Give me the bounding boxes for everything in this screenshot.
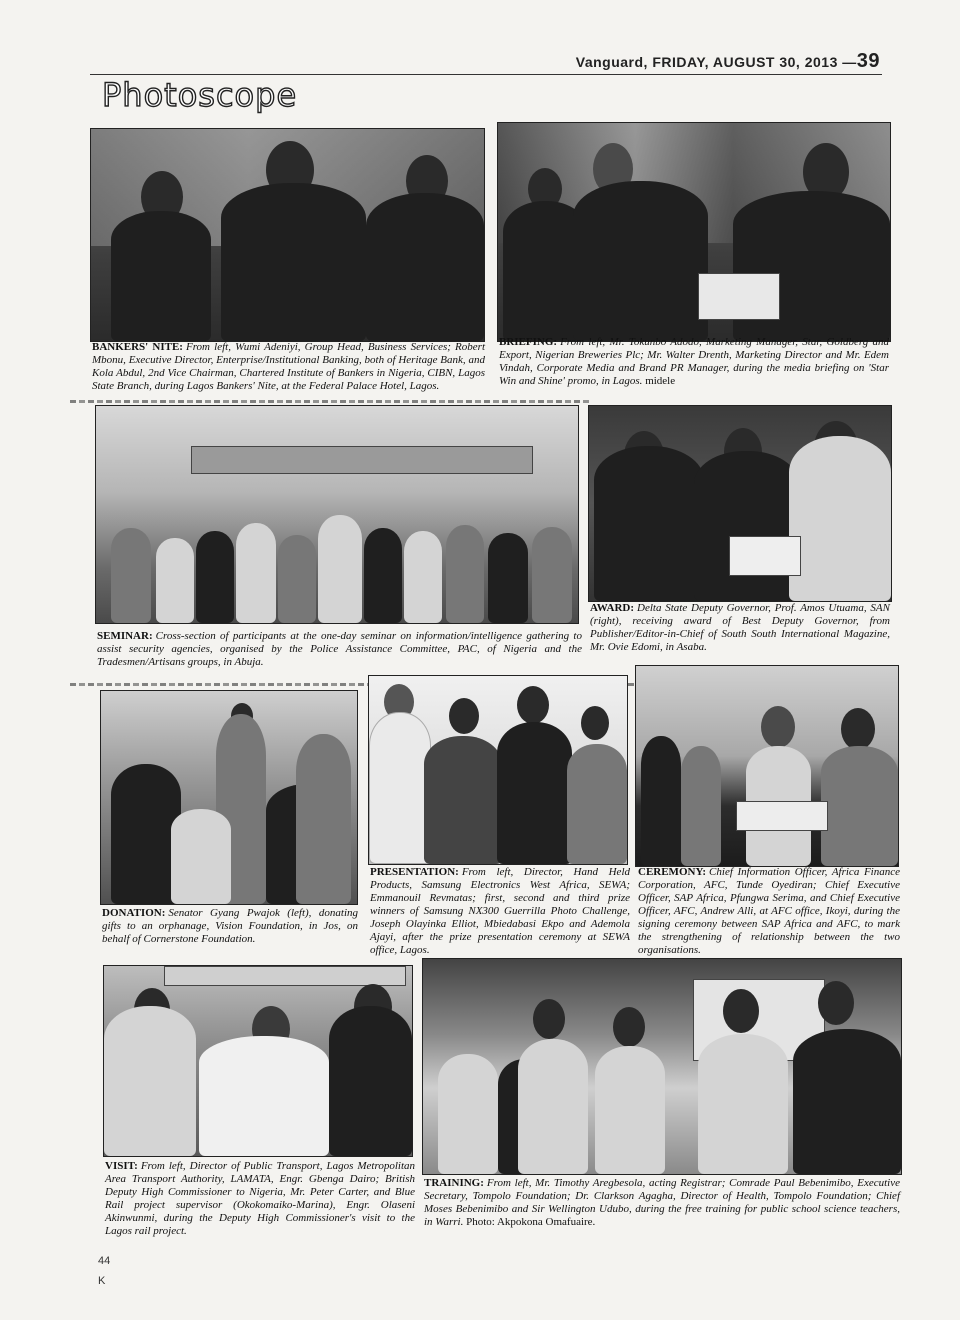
caption-lead: VISIT: bbox=[105, 1160, 138, 1172]
caption-lead: PRESENTATION: bbox=[370, 866, 459, 878]
caption-training bbox=[424, 1177, 900, 1229]
caption-lead: CEREMONY: bbox=[638, 866, 707, 878]
margin-mark: 44 bbox=[98, 1255, 111, 1267]
caption-text: From left, Mr. Tokunbo Adodo, Marketing Manager, Star, Goldberg and Export, Nigerian Breweries Plc; Mr. Walter Drenth, Marketing Director and Mr. Edem Vindah, Corporate Media and Brand PR Manager, during the media briefing on 'Star Win and Shine' promo, in Lagos. bbox=[499, 336, 889, 387]
caption-text: Senator Gyang Pwajok (left), donating gifts to an orphanage, Vision Foundation, in Jos, on behalf of Cornerstone Foundation. bbox=[102, 907, 358, 945]
torn-edge bbox=[70, 400, 590, 403]
caption-text: From left, Director, Hand Held Products, Samsung Electronics West Africa, SEWA; Emmanouil Revmatas; first, second and third prize winners of Samsung NX300 Guerrilla Photo Challenge, Joseph Olayinka Elliot, Mbiedabasi Ekpo and Ademola Ajayi, after the prize presentation ceremony at SEWA office, Lagos. bbox=[370, 866, 630, 956]
photo-donation bbox=[100, 690, 358, 905]
caption-text: Chief Information Officer, Africa Finance Corporation, AFC, Tunde Oyediran; Chief Executive Officer, SAP Africa, Pfungwa Serima, and Chief Executive Officer, AFC, Andrew Alli, at AFC office, Ikoyi, during the signing ceremony between SAP Africa and AFC, to mark the strengthening of relationship between the two organisations. bbox=[638, 866, 900, 956]
issue-date: FRIDAY, AUGUST 30, 2013 bbox=[652, 54, 838, 70]
photo-bankers-nite bbox=[90, 128, 485, 342]
photo-visit bbox=[103, 965, 413, 1157]
caption-lead: DONATION: bbox=[102, 907, 166, 919]
caption-donation bbox=[102, 907, 358, 946]
page-number: 39 bbox=[856, 50, 880, 72]
photo-briefing bbox=[497, 122, 891, 342]
caption-award bbox=[590, 602, 890, 654]
caption-briefing bbox=[499, 336, 889, 388]
caption-text: From left, Wumi Adeniyi, Group Head, Business Services; Robert Mbonu, Executive Director, Enterprise/Institutional Banking, both of Heritage Bank, and Kola Abdul, 2nd Vice Chairman, Chartered Institute of Bankers in Nigeria, CIBN, Lagos State Branch, during Lagos Bankers' Nite, at the Federal Palace Hotel, Lagos. bbox=[92, 341, 485, 392]
caption-presentation bbox=[370, 866, 630, 957]
caption-text: From left, Mr. Timothy Aregbesola, acting Registrar; Comrade Paul Bebenimibo, Executive Secretary, Tompolo Foundation; Dr. Clarkson Agagha, Director of Health, Tompolo Foundation; Chief Moses Bebenimibo and Sir Wellington Udubo, during the free training for public school science teachers, in Warri. bbox=[424, 1177, 900, 1228]
caption-bankers-nite bbox=[92, 341, 485, 393]
caption-text: From left, Director of Public Transport, Lagos Metropolitan Area Transport Authority, LAMATA, Engr. Gbenga Dairo; British Deputy High Commissioner to Nigeria, Mr. Peter Carter, and Blue Rail project supervisor (Okokomaiko-Marina), Engr. Olaseni Akinwunmi, during the Deputy High Commissioner's visit to the Lagos rail project. bbox=[105, 1160, 415, 1237]
publication-name: Vanguard, bbox=[575, 54, 648, 70]
caption-seminar bbox=[97, 630, 582, 669]
caption-lead: AWARD: bbox=[590, 602, 634, 614]
caption-text: Delta State Deputy Governor, Prof. Amos Utuama, SAN (right), receiving award of Best Deputy Governor, from Publisher/Editor-in-Chief of South South International Magazine, Mr. Ovie Edomi, in Asaba. bbox=[590, 602, 890, 653]
caption-ceremony bbox=[638, 866, 900, 957]
running-head: Vanguard, FRIDAY, AUGUST 30, 2013 —39 bbox=[575, 50, 880, 72]
photo-ceremony bbox=[635, 665, 899, 867]
caption-visit bbox=[105, 1160, 415, 1238]
photo-presentation bbox=[368, 675, 628, 865]
photo-award bbox=[588, 405, 892, 602]
caption-lead: BANKERS' NITE: bbox=[92, 341, 183, 353]
section-title: Photoscope bbox=[102, 76, 298, 114]
caption-lead: SEMINAR: bbox=[97, 630, 153, 642]
photo-seminar bbox=[95, 405, 579, 624]
caption-lead: TRAINING: bbox=[424, 1177, 484, 1189]
photo-credit: midele bbox=[645, 375, 676, 387]
header-rule bbox=[90, 74, 882, 75]
margin-mark: K bbox=[98, 1275, 106, 1287]
photo-training bbox=[422, 958, 902, 1175]
caption-lead: BRIEFING: bbox=[499, 336, 558, 348]
photo-credit: Photo: Akpokona Omafuaire. bbox=[466, 1216, 596, 1228]
caption-text: Cross-section of participants at the one-day seminar on information/intelligence gathering to assist security agencies, organised by the Police Assistance Committee, PAC, of Nigeria and the Tradesmen/Artisans groups, in Abuja. bbox=[97, 630, 582, 668]
